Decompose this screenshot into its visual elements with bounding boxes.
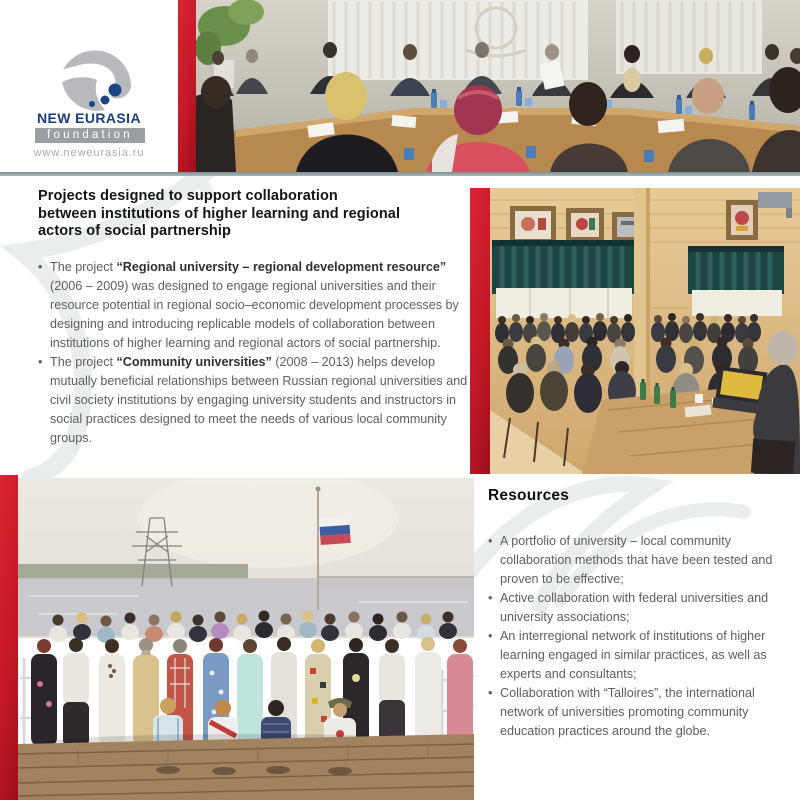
project-bullet-list <box>38 258 468 448</box>
red-accent-bar-middle <box>470 188 490 474</box>
project-bullet: • The project “Community universities” (2008 – 2013) helps develop mutually beneficial relationships between Russian regional universities and civil society institutions by engaging university students and instructors in social practices designed to meet the needs of various local community groups. <box>38 353 468 448</box>
logo-block <box>0 0 178 172</box>
website-url: www.neweurasia.ru <box>33 147 145 159</box>
project-name: “Community universities” <box>116 354 272 369</box>
conference-meeting-photo <box>196 0 800 172</box>
resource-bullet: • An interregional network of institutions of higher learning engaged in similar practices, as well as experts and consultants; <box>488 627 786 684</box>
projects-heading <box>38 188 468 241</box>
resource-bullet: • Active collaboration with federal universities and university associations; <box>488 589 786 627</box>
project-name: “Regional university – regional development resource” <box>116 259 447 274</box>
project-bullet: • The project “Regional university – regional development resource” (2006 – 2009) was designed to engage regional universities and their resource potential in regional socio–economic development processes by designing and introducing replicable models of collaboration between institutions of higher learning and regional actors of social partnership. <box>38 258 468 353</box>
resources-heading: Resources <box>488 487 570 504</box>
resource-bullet: • A portfolio of university – local community collaboration methods that have been tested and proven to be effective; <box>488 532 786 589</box>
horizontal-divider <box>0 172 800 176</box>
red-accent-bar-top <box>178 0 196 172</box>
projects-heading-line: between institutions of higher learning and regional <box>38 205 401 222</box>
projects-section <box>38 188 468 448</box>
resources-section <box>488 487 786 741</box>
resource-bullet: • Collaboration with “Talloires”, the international network of universities promoting community education practices around the globe. <box>488 684 786 741</box>
seminar-audience-photo <box>490 188 800 474</box>
logo-title: NEW EURASIA <box>37 110 141 126</box>
logo-subtitle: foundation <box>35 128 145 143</box>
group-pier-photo <box>18 478 474 800</box>
red-accent-bar-bottom <box>0 475 18 800</box>
new-eurasia-logo-icon <box>0 18 178 114</box>
projects-heading-line: actors of social partnership <box>38 223 231 239</box>
resource-bullet-list <box>488 532 786 741</box>
projects-heading-line: Projects designed to support collaboration <box>38 188 338 204</box>
